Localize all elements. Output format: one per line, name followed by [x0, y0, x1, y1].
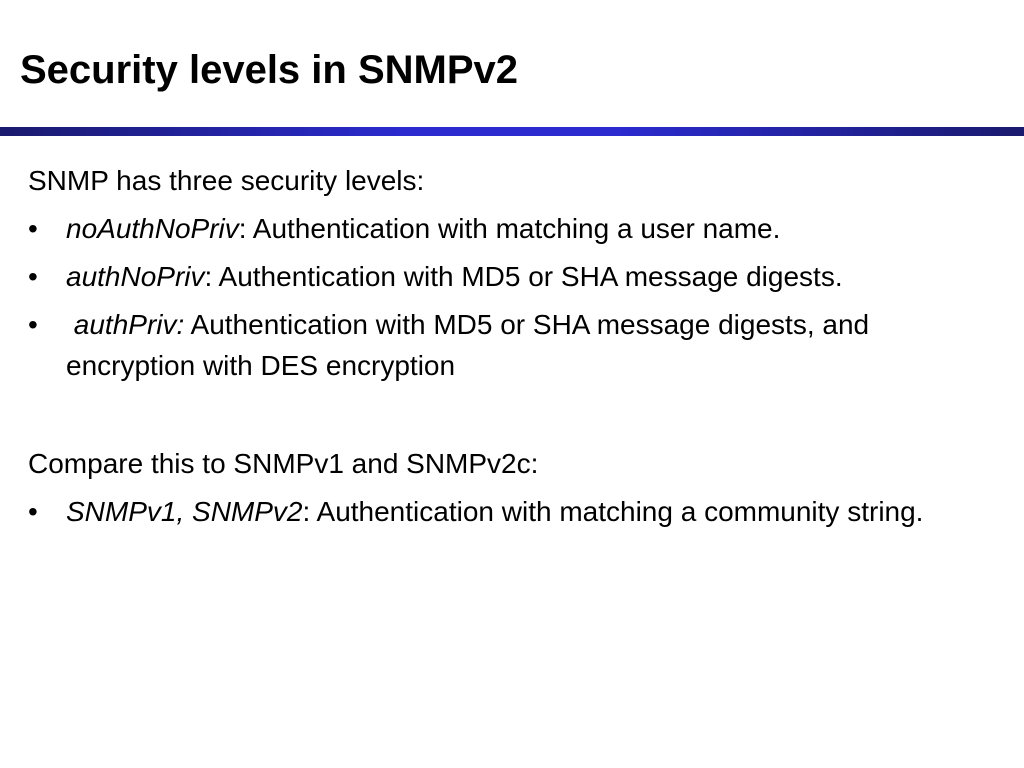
- list-item-snmpv1-snmpv2: [28, 491, 1003, 532]
- compare-term: SNMPv1, SNMPv2: [66, 496, 303, 527]
- level-description: : Authentication with MD5 or SHA message digests.: [204, 261, 843, 292]
- level-description: Authentication with MD5 or SHA message digests, and encryption with DES encryption: [66, 309, 870, 381]
- intro-text: SNMP has three security levels:: [28, 165, 425, 196]
- level-term: authNoPriv: [66, 261, 205, 292]
- level-term: authPriv:: [66, 309, 185, 340]
- section-spacer: [28, 393, 1003, 443]
- level-term: noAuthNoPriv: [66, 213, 239, 244]
- level-description: : Authentication with matching a user name.: [238, 213, 781, 244]
- bullet-icon: •: [28, 213, 38, 244]
- list-item-authnopriv: [28, 256, 1003, 297]
- bullet-icon: •: [28, 309, 38, 340]
- list-item-authpriv: [28, 304, 1003, 386]
- slide-title: Security levels in SNMPv2: [20, 48, 519, 92]
- compare-heading: Compare this to SNMPv1 and SNMPv2c:: [28, 448, 539, 479]
- slide-body: [28, 160, 1003, 539]
- bullet-icon: •: [28, 496, 38, 527]
- list-item-noauthnopriv: [28, 208, 1003, 249]
- title-divider: [0, 127, 1024, 136]
- compare-description: : Authentication with matching a community string.: [302, 496, 924, 527]
- bullet-icon: •: [28, 261, 38, 292]
